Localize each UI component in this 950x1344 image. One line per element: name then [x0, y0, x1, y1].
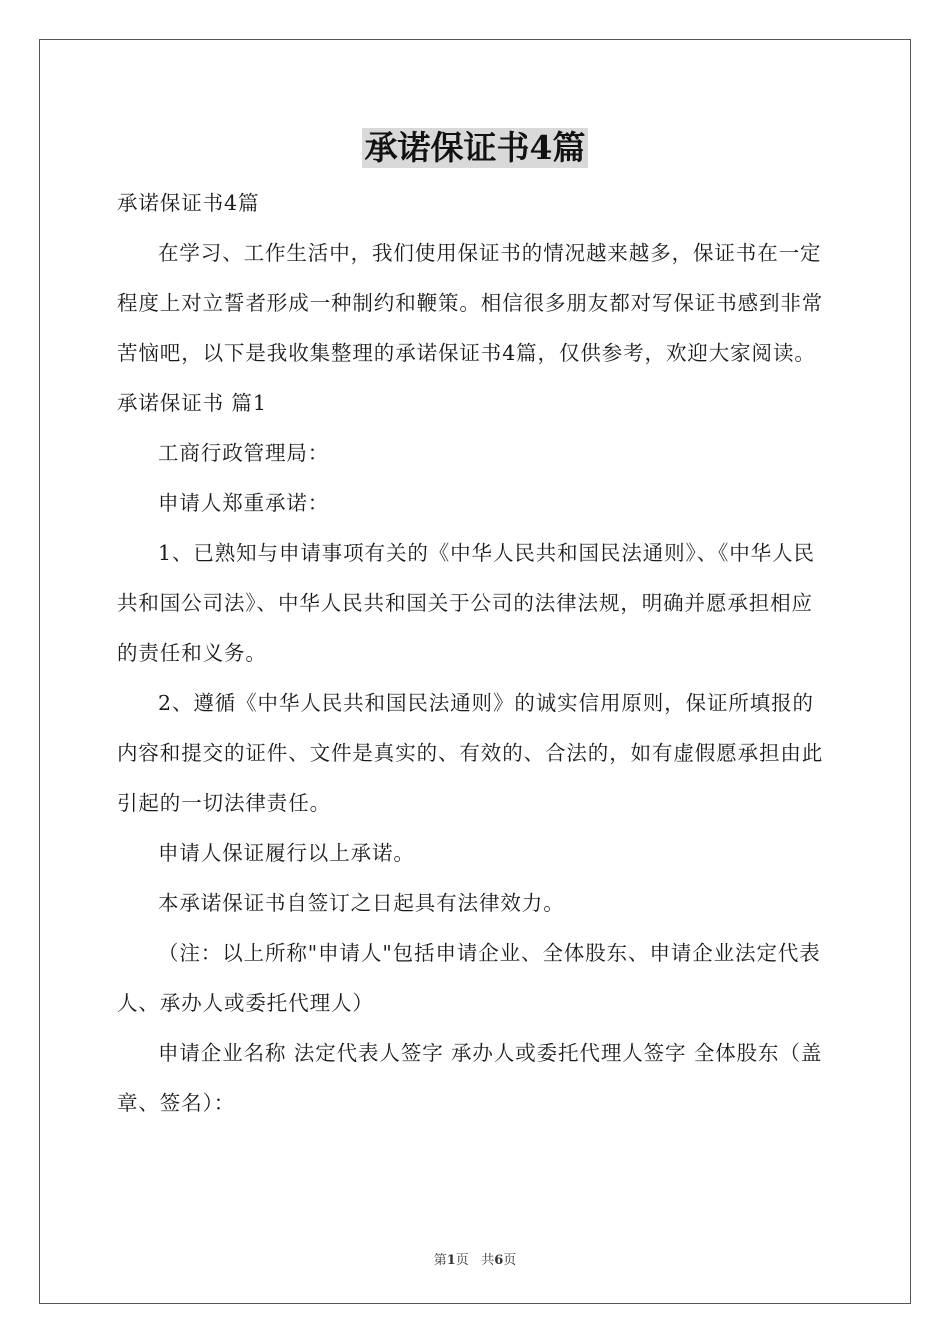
addressee: 工商行政管理局： — [158, 441, 330, 465]
document-body — [117, 178, 833, 1128]
title-container — [0, 128, 950, 168]
section-heading: 承诺保证书 篇1 — [117, 391, 267, 415]
commitment-item-1: 1、已熟知与申请事项有关的《中华人民共和国民法通则》、《中华人民共和国公司法》、中华人民共和国关于公司的法律法规，明确并愿承担相应的责任和义务。 — [117, 541, 815, 665]
page-footer — [0, 1249, 950, 1268]
signature-line: 申请企业名称 法定代表人签字 承办人或委托代理人签字 全体股东（盖章、签名）： — [117, 1041, 823, 1115]
total-pages: 6 — [494, 1253, 504, 1268]
note-paragraph: （注：以上所称"申请人"包括申请企业、全体股东、申请企业法定代表人、承办人或委托代理人） — [117, 941, 821, 1015]
document-subtitle: 承诺保证书4篇 — [117, 191, 260, 215]
guarantee-line: 申请人保证履行以上承诺。 — [158, 841, 415, 865]
total-unit: 页 — [503, 1253, 517, 1268]
effect-line: 本承诺保证书自签订之日起具有法律效力。 — [158, 891, 565, 915]
page-prefix: 第 — [433, 1253, 447, 1268]
page-unit: 页 — [455, 1253, 469, 1268]
commitment-item-2: 2、遵循《中华人民共和国民法通则》的诚实信用原则，保证所填报的内容和提交的证件、文件是真实的、有效的、合法的，如有虚假愿承担由此引起的一切法律责任。 — [117, 691, 824, 815]
total-prefix: 共 — [481, 1253, 495, 1268]
document-title: 承诺保证书4篇 — [362, 128, 589, 168]
intro-paragraph: 在学习、工作生活中，我们使用保证书的情况越来越多，保证书在一定程度上对立誓者形成一种制约和鞭策。相信很多朋友都对写保证书感到非常苦恼吧，以下是我收集整理的承诺保证书4篇，仅供参考，欢迎大家阅读。 — [117, 241, 824, 365]
page-number: 1 — [446, 1253, 456, 1268]
statement: 申请人郑重承诺： — [158, 491, 330, 515]
